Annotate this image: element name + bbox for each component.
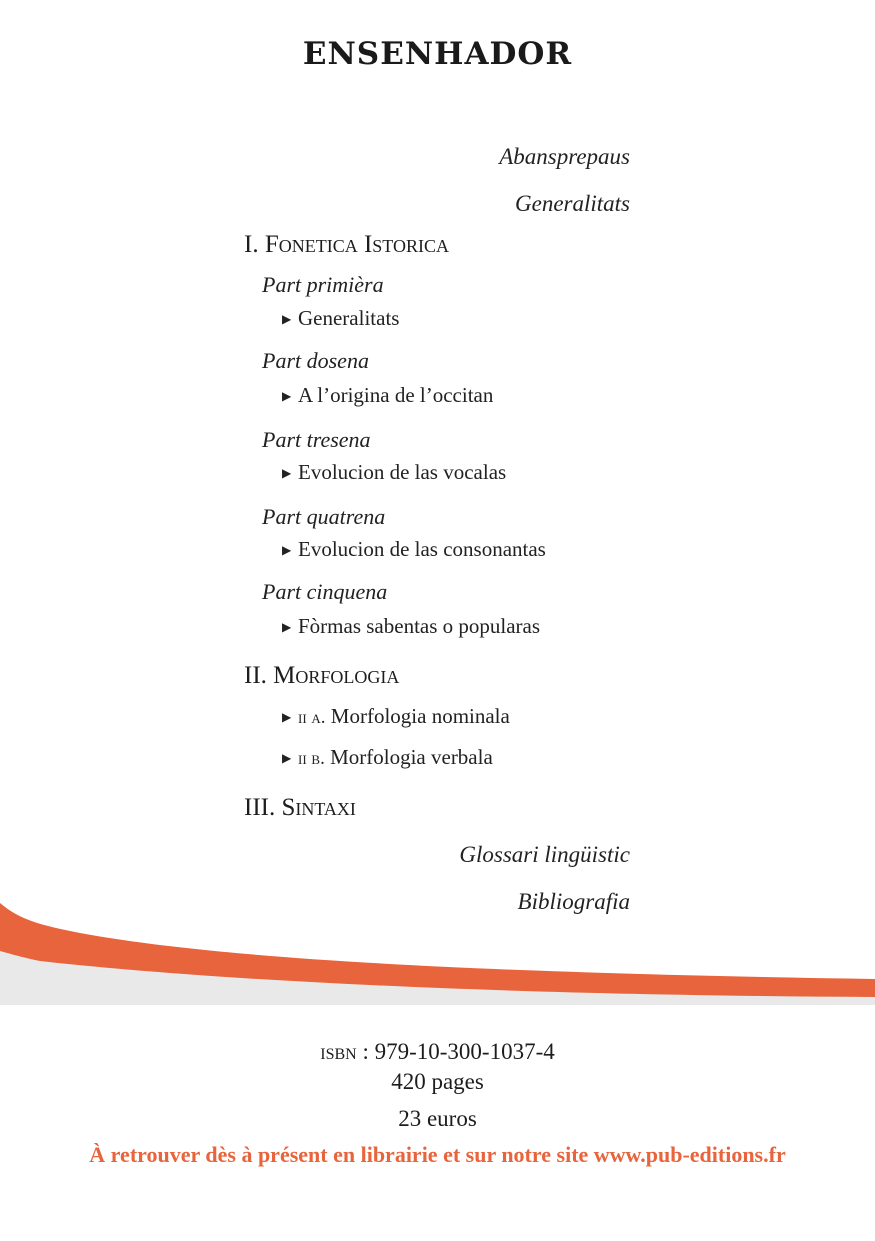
toc-part-4: Part quatrena — [262, 504, 386, 529]
triangle-bullet-icon: ▶ — [282, 389, 292, 403]
toc-part-4-item — [282, 537, 546, 562]
isbn-value: 979-10-300-1037-4 — [374, 1039, 555, 1064]
triangle-bullet-icon: ▶ — [282, 543, 292, 557]
toc-front-generalitats: Generalitats — [515, 191, 630, 216]
toc-item-text: Morfologia nominala — [330, 704, 510, 728]
toc-part-5: Part cinquena — [262, 579, 388, 604]
toc-part-2-item — [282, 383, 493, 408]
toc-item-text: Generalitats — [298, 306, 400, 330]
promo-text: À retrouver dès à présent en librairie et sur notre site www.pub-editions.fr — [89, 1142, 786, 1167]
toc-back-bibliografia: Bibliografia — [517, 889, 630, 914]
toc-back-glossari: Glossari lingüistic — [459, 842, 630, 867]
triangle-bullet-icon: ▶ — [282, 466, 292, 480]
isbn-line — [0, 1039, 875, 1065]
toc-part-3: Part tresena — [262, 427, 371, 452]
toc-part-1: Part primièra — [262, 272, 384, 297]
toc-section-morfologia: II. Morfologia — [244, 662, 400, 689]
isbn-separator: : — [356, 1039, 375, 1064]
toc-item-prefix: ii b. — [298, 748, 325, 769]
toc-morfologia-nominala — [282, 704, 510, 729]
toc-morfologia-verbala — [282, 745, 493, 770]
toc-section-fonetica: I. Fonetica Istorica — [244, 231, 449, 258]
page-title: ENSENHADOR — [302, 36, 573, 72]
toc-item-prefix: ii a. — [298, 707, 326, 728]
toc-item-text: Evolucion de las consonantas — [298, 537, 546, 561]
triangle-bullet-icon: ▶ — [282, 312, 292, 326]
page-count: 420 pages — [391, 1069, 484, 1094]
toc-part-5-item — [282, 614, 540, 639]
toc-section-sintaxi: III. Sintaxi — [244, 794, 356, 821]
triangle-bullet-icon: ▶ — [282, 710, 292, 724]
toc-part-3-item — [282, 460, 506, 485]
isbn-label: isbn — [320, 1039, 357, 1064]
toc-item-text: A l’origina de l’occitan — [298, 383, 494, 407]
toc-item-text: Evolucion de las vocalas — [298, 460, 507, 484]
toc-item-text: Fòrmas sabentas o popularas — [298, 614, 541, 638]
price: 23 euros — [398, 1106, 477, 1131]
toc-part-2: Part dosena — [262, 348, 369, 373]
orange-swoosh-decoration — [0, 895, 875, 1005]
toc-item-text: Morfologia verbala — [330, 745, 493, 769]
toc-part-1-item — [282, 306, 399, 331]
triangle-bullet-icon: ▶ — [282, 751, 292, 765]
toc-front-abansprepaus: Abansprepaus — [499, 144, 630, 169]
triangle-bullet-icon: ▶ — [282, 620, 292, 634]
